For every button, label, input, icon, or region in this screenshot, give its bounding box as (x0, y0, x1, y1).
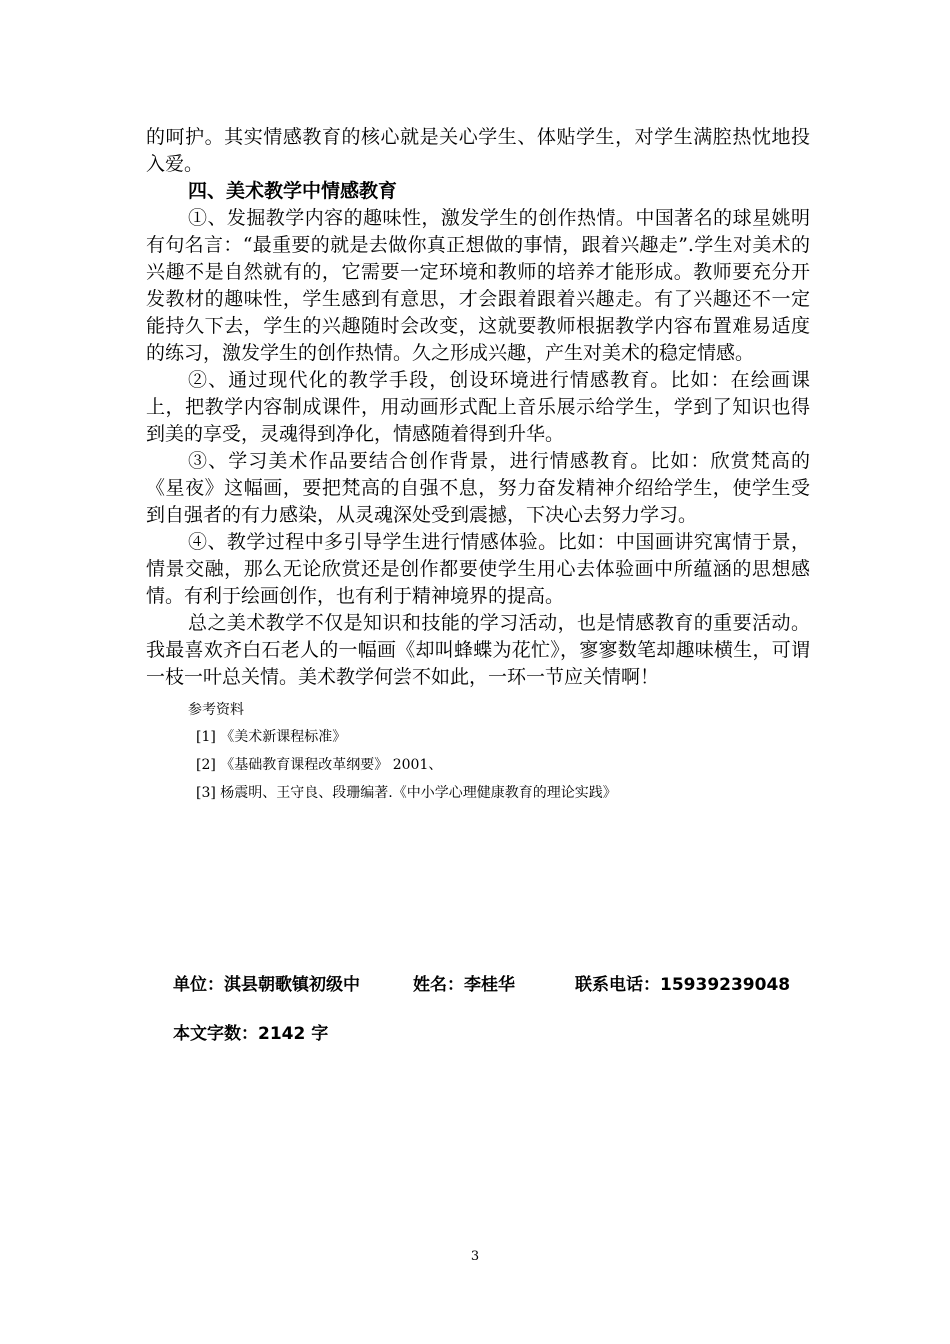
paragraph-continued: 的呵护。其实情感教育的核心就是关心学生、体贴学生，对学生满腔热忱地投入爱。 (146, 126, 810, 175)
reference-item: [1] 《美术新课程标准》 (196, 729, 347, 745)
paragraph-point-3: ③、学习美术作品要结合创作背景，进行情感教育。比如：欣赏梵高的《星夜》这幅画，要把梵高的自强不息，努力奋发精神介绍给学生，使学生受到自强者的有力感染，从灵魂深处受到震撼，下决心去努力学习。 (146, 450, 810, 526)
section-heading: 四、美术教学中情感教育 (188, 180, 398, 202)
word-count: 本文字数：2142 字 (173, 1024, 329, 1044)
reference-item: [3] 杨震明、王守良、段珊编著.《中小学心理健康教育的理论实践》 (196, 785, 617, 801)
paragraph-point-4: ④、教学过程中多引导学生进行情感体验。比如：中国画讲究寓情于景，情景交融，那么无论欣赏还是创作都要使学生用心去体验画中所蕴涵的思想感情。有利于绘画创作，也有利于精神境界的提高。 (146, 531, 810, 607)
page-number: 3 (470, 1249, 480, 1264)
paragraph-point-2: ②、通过现代化的教学手段，创设环境进行情感教育。比如：在绘画课上，把教学内容制成课件，用动画形式配上音乐展示给学生，学到了知识也得到美的享受，灵魂得到净化，情感随着得到升华。 (146, 369, 810, 445)
article-body (146, 124, 810, 807)
author-phone: 联系电话：15939239048 (575, 975, 791, 995)
reference-item: [2] 《基础教育课程改革纲要》 2001、 (196, 757, 443, 773)
paragraph-point-1: ①、发掘教学内容的趣味性，激发学生的创作热情。中国著名的球星姚明有句名言：“最重要的就是去做你真正想做的事情，跟着兴趣走”.学生对美术的兴趣不是自然就有的，它需要一定环境和教师的培养才能形成。教师要充分开发教材的趣味性，学生感到有意思，才会跟着跟着兴趣走。有了兴趣还不一定能持久下去，学生的兴趣随时会改变，这就要教师根据教学内容布置难易适度的练习，激发学生的创作热情。久之形成兴趣，产生对美术的稳定情感。 (146, 207, 810, 364)
references-section (146, 697, 810, 807)
author-name: 姓名：李桂华 (413, 975, 515, 995)
author-unit: 单位：淇县朝歌镇初级中 (173, 975, 360, 995)
author-info (173, 973, 790, 997)
references-title: 参考资料 (188, 702, 244, 718)
paragraph-conclusion: 总之美术教学不仅是知识和技能的学习活动，也是情感教育的重要活动。我最喜欢齐白石老人的一幅画《却叫蜂蝶为花忙》，寥寥数笔却趣味横生，可谓一枝一叶总关情。美术教学何尝不如此，一环一节应关情啊！ (146, 612, 810, 688)
